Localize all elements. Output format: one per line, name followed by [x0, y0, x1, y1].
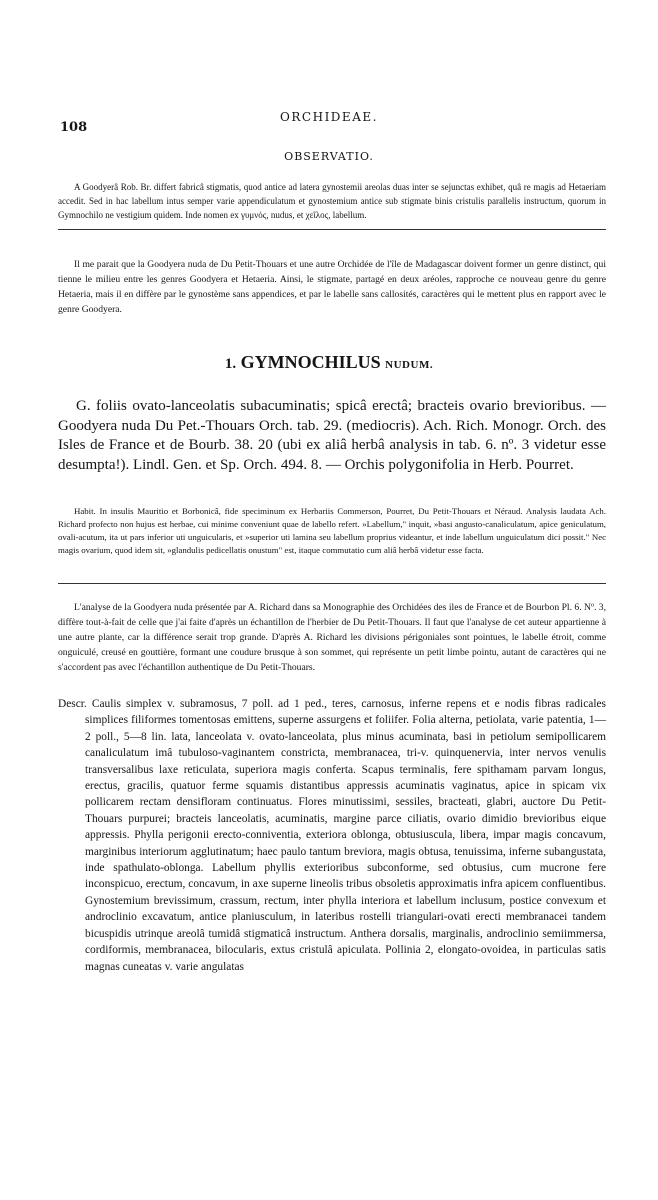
species-genus: GYMNOCHILUS	[240, 352, 381, 372]
habitat-paragraph: Habit. In insulis Mauritio et Borbonicâ, fide speciminum ex Herbariis Commerson, Pourret, Du Petit-Thouars et Néraud. Analysis laudata Ach. Richard profecto non hujus est herbae, cui minime conveniunt quae de labello refert. »Labellum," inquit, »basi angusto-canaliculatum, apice geniculatum, ovali-acutum, ita ut pars inferior uti unguicularis, et »superior uti lamina seu labellum proprius videantur, et inde labellum unguiculatum dici possit." Nec magis ovarium, quod idem sit, »glandulis pedicellatis onustum" est, itaque commutatio cum aliâ herbâ videtur esse facta.	[58, 506, 606, 555]
species-diagnosis: G. foliis ovato-lanceolatis subacuminatis; spicâ erectâ; bracteis ovario brevioribus. — Goodyera nuda Du Pet.-Thouars Orch. tab. 29. (mediocris). Ach. Rich. Monogr. Orch. des Isles de France et de Bourb. 38. 20 (ubi ex aliâ herbâ analysis in tab. 6. nº. 3 videtur esse desumpta!). Lindl. Gen. et Sp. Orch. 494. 8. — Orchis polygonifolia in Herb. Pourret.	[58, 398, 606, 473]
species-number: 1.	[224, 356, 237, 372]
description-paragraph: Descr. Caulis simplex v. subramosus, 7 poll. ad 1 ped., teres, carnosus, inferne repens et e nodis fibras radicales simplices filiformes tomentosas emittens, superne assurgens et foliifer. Folia alterna, petiolata, varie patentia, 1—2 poll., 5—8 lin. lata, lanceolata v. ovato-lanceolata, plus minus acuminata, basi in petiolum semipollicarem canaliculatum imâ tubuloso-vaginantem constricta, membranacea, tri-v. quinquenervia, inter nervos venulis transversalibus laxe reticulata, superiora magis conferta. Scapus terminalis, fere spithamam parvam longus, erectus, gracilis, quatuor ferme squamis distantibus appressis acuminatis vaginatus, apice in spicam vix pollicarem rectam densifloram continuatus. Flores minutissimi, sessiles, bracteati, glabri, auctore Du Petit-Thouars purpurei; bracteis lanceolatis, acuminatis, margine parce ciliatis, ovario dimidio brevioribus eique appressis. Phylla perigonii erecto-conniventia, exteriora oblonga, obtusiuscula, libera, impar magis concavum, marginibus interiorum agglutinatum; haec paulo tantum breviora, magis obtusa, tenuissima, inferne subangustata, inde spathulato-oblonga. Labellum phyllis exterioribus subconforme, sed obtusius, cum mucrone fere inconspicuo, erectum, concavum, in axe superne lineolis tribus obsoletis approximatis infra apicem confluentibus. Gynostemium brevissimum, crassum, rectum, inter phylla interiora et labellum inclusum, postice convexum et androclinio excavatum, antice planiusculum, in lateribus rostelli triangulari-ovati erecti membranacei tandem bicuspidis utrinque areolâ tumidâ stigmaticâ instructum. Anthera dorsalis, marginalis, androclinio semiimmersa, cordiformis, membranacea, bilocularis, extus cristulâ apiculata. Pollinia 2, elongato-ovoidea, in particulas satis magnas cuneatas v. varie angulatas	[58, 698, 606, 973]
observatio-paragraph: A Goodyerâ Rob. Br. differt fabricâ stigmatis, quod antice ad latera gynostemii areolas duas inter se sejunctas exhibet, quâ re magis ad Hetaeriam accedit. Sed in hac labellum intus semper varie appendiculatum et gynostemium antice sub stigmate binis cristulis parallelis instructum, quorum in Gymnochilo ne vestigium quidem. Inde nomen ex γυμνός, nudus, et χεῖλος, labellum.	[58, 182, 606, 220]
species-heading	[0, 352, 658, 373]
french-analysis-paragraph: L'analyse de la Goodyera nuda présentée par A. Richard dans sa Monographie des Orchidées des iles de France et de Bourbon Pl. 6. Nº. 3, diffère tout-à-fait de celle que j'ai faite d'après un échantillon de l'herbier de Du Petit-Thouars. Il faut que l'analyse de cet auteur appartienne à une autre plante, car la différence serait trop grande. D'après A. Richard les divisions périgoniales sont pointues, le labelle étroit, comme onguiculé, creusé en gouttière, formant une coudure brusque à son sommet, qui représente un petit limbe pointu, autant de caractères qui ne s'accordent pas avec l'échantillon authentique de Du Petit-Thouars.	[58, 602, 606, 673]
section-divider	[58, 229, 606, 230]
running-head: ORCHIDEAE.	[280, 110, 378, 124]
french-note-paragraph: Il me parait que la Goodyera nuda de Du Petit-Thouars et une autre Orchidée de l'île de Madagascar doivent former un genre distinct, qui tienne le milieu entre les genres Goodyera et Hetaeria. Ainsi, le stigmate, partagé en deux aréoles, rapproche ce nouveau genre du genre Hetaeria, mais il en diffère par le gynostème sans appendices, et par le labelle sans callosités, caractères qui le mettent plus en rapport avec le genre Goodyera.	[58, 259, 606, 315]
observatio-title: OBSERVATIO.	[284, 150, 374, 163]
page-number: 108	[60, 120, 88, 135]
species-epithet: NUDUM.	[385, 359, 434, 371]
section-divider	[58, 583, 606, 584]
